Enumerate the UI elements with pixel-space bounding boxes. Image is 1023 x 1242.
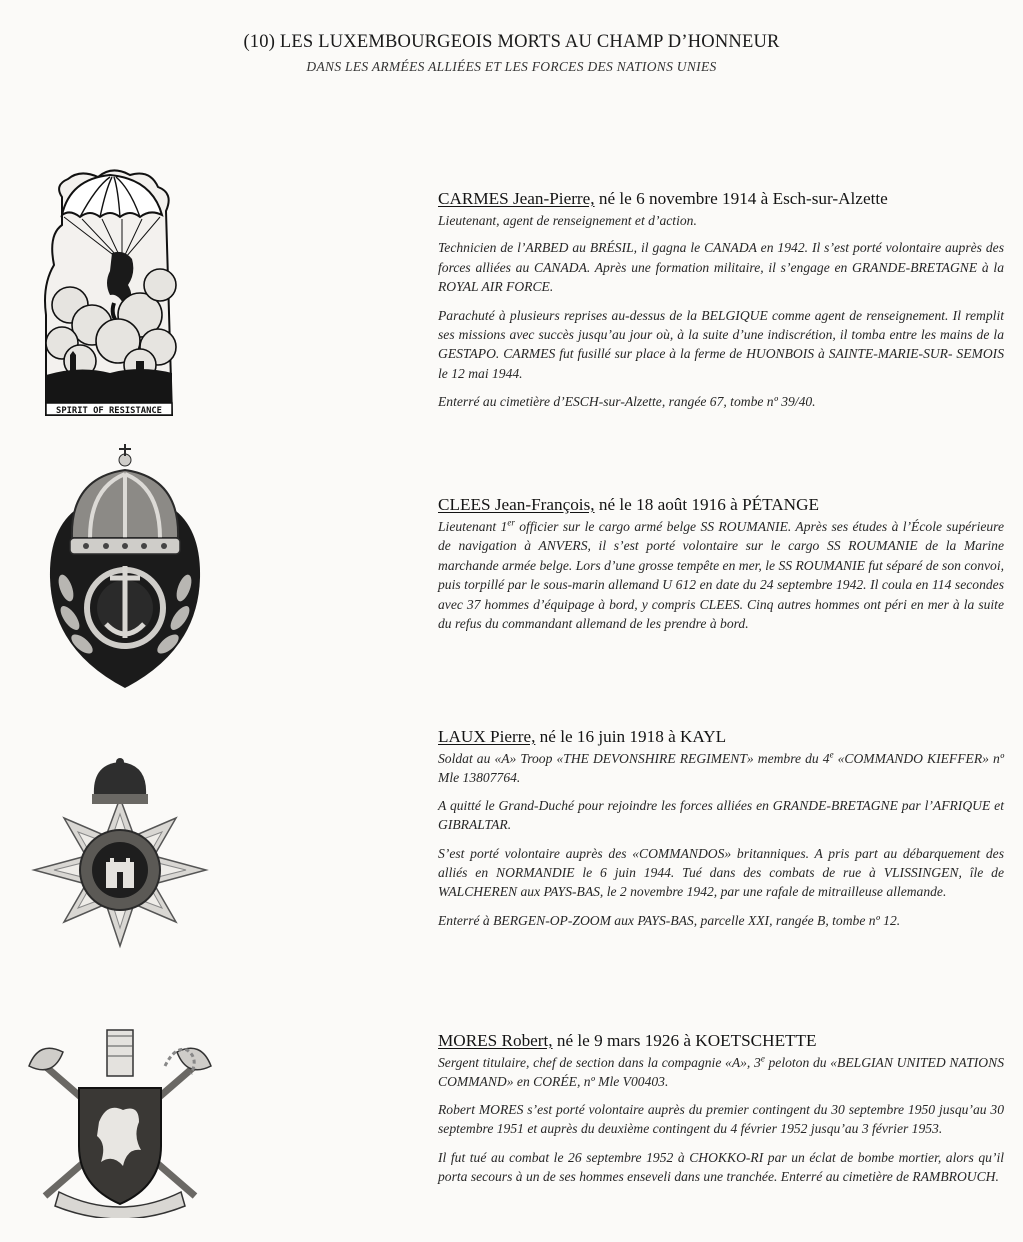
entry-laux	[438, 726, 1004, 930]
merchant-navy-cap-badge	[30, 438, 220, 696]
entry-paragraph	[438, 517, 1004, 633]
entry-heading	[438, 726, 1004, 748]
entry-paragraph: A quitté le Grand-Duché pour rejoindre les forces alliées en GRANDE-BRETAGNE par l’AFRIQUE et GIBRALTAR.	[438, 797, 1004, 833]
entry-name: LAUX Pierre,	[438, 727, 536, 746]
entry-name: CARMES Jean-Pierre,	[438, 189, 595, 208]
belgian-un-command-badge	[15, 1026, 225, 1218]
text-part: officier sur le cargo armé belge SS ROUMANIE. Après ses études à l’École supérieure de navigation à ANVERS, il s’est porté volontaire sur le cargo SS ROUMANIE de la Marine marchande armée belge. Lors d’une grosse tempête en mer, le SS ROUMANIE fut séparé de son convoi, puis torpillé par le sous-marin allemand U 612 en date du 24 septembre 1942. Il coula en 114 secondes avec 37 hommes d’équipage à bord, y compris CLEES. Cinq autres hommes ont péri en mer à la suite du refus du commandant allemand de les prendre à bord.	[438, 519, 1005, 632]
text-part: Soldat au «A» Troop «THE DEVONSHIRE REGIMENT» membre du 4	[438, 751, 830, 766]
entry-name: MORES Robert,	[438, 1031, 553, 1050]
devonshire-regiment-badge	[30, 758, 210, 950]
text-part: peloton du «BELGIAN UNITED NATIONS COMMAND» en CORÉE, nº Mle V00403.	[438, 1055, 1004, 1090]
page-subtitle: DANS LES ARMÉES ALLIÉES ET LES FORCES DES NATIONS UNIES	[306, 59, 717, 74]
lion-shield-emblem	[15, 1026, 225, 1218]
entry-birth: né le 6 novembre 1914 à Esch-sur-Alzette	[594, 189, 888, 208]
spirit-of-resistance-illustration	[40, 165, 190, 417]
entry-birth: né le 18 août 1916 à PÉTANGE	[594, 495, 819, 514]
entry-paragraph: Parachuté à plusieurs reprises au-dessus de la BELGIQUE comme agent de renseignement. Il remplit ses missions avec succès jusqu’au jour où, à la suite d’une indiscrétion, il tomba entre les mains de la GESTAPO. CARMES fut fusillé sur place à la ferme de HUONBOIS à SAINTE-MARIE-SUR- SEMOIS le 12 mai 1944.	[438, 307, 1004, 381]
entry-heading	[438, 494, 1004, 516]
entry-paragraph: S’est porté volontaire auprès des «COMMANDOS» britanniques. A pris part au débarquement des alliés en NORMANDIE le 6 juin 1944. Tué dans des combats de rue à VLISSINGEN, île de WALCHEREN aux PAYS-BAS, le 2 novembre 1942, par une rafale de mitrailleuse allemande.	[438, 845, 1004, 900]
spirit-of-resistance-badge	[40, 165, 190, 417]
entry-carmes	[438, 188, 1004, 412]
page-header	[0, 32, 1023, 75]
entry-heading	[438, 1030, 1004, 1052]
entry-mores	[438, 1030, 1004, 1186]
entry-burial: Enterré à BERGEN-OP-ZOOM aux PAYS-BAS, parcelle XXI, rangée B, tombe nº 12.	[438, 912, 901, 928]
crown-anchor-emblem	[30, 438, 220, 696]
text-part: Sergent titulaire, chef de section dans la compagnie «A», 3	[438, 1055, 761, 1070]
entry-birth: né le 16 juin 1918 à KAYL	[535, 727, 727, 746]
entry-paragraph: Technicien de l’ARBED au BRÉSIL, il gagna le CANADA en 1942. Il s’est porté volontaire auprès des forces alliées au CANADA. Après une formation militaire, il s’engage en GRANDE-BRETAGNE à la ROYAL AIR FORCE.	[438, 240, 1004, 295]
entry-clees	[438, 494, 1004, 633]
text-part: Lieutenant 1	[438, 519, 508, 534]
entry-heading	[438, 188, 1004, 210]
entry-name: CLEES Jean-François,	[438, 495, 595, 514]
text-part: «COMMANDO KIEFFER» nº Mle 13807764.	[438, 751, 1004, 786]
entry-birth: né le 9 mars 1926 à KOETSCHETTE	[552, 1031, 817, 1050]
devonshire-star-emblem	[30, 758, 210, 950]
superscript: e	[829, 749, 834, 760]
page-title: (10) LES LUXEMBOURGEOIS MORTS AU CHAMP D’HONNEUR	[243, 32, 780, 52]
entry-burial: Enterré au cimetière d’ESCH-sur-Alzette, rangée 67, tombe nº 39/40.	[438, 394, 816, 410]
entry-rank: Lieutenant, agent de renseignement et d’action.	[438, 213, 697, 228]
superscript: e	[760, 1053, 765, 1064]
entry-paragraph: Il fut tué au combat le 26 septembre 1952 à CHOKKO-RI par un éclat de bombe mortier, alors qu’il porta secours à un de ses hommes enseveli dans une tranchée. Enterré au cimetière de RAMBROUCH.	[438, 1149, 1004, 1185]
entry-paragraph: Robert MORES s’est porté volontaire auprès du premier contingent du 30 septembre 1950 jusqu’au 30 septembre 1951 et auprès du deuxième contingent du 4 février 1952 jusqu’au 3 février 1953.	[438, 1101, 1004, 1137]
entry-rank	[438, 749, 1004, 788]
superscript: er	[507, 517, 515, 528]
entry-rank	[438, 1053, 1004, 1092]
spirit-label: SPIRIT OF RESISTANCE	[56, 406, 162, 416]
